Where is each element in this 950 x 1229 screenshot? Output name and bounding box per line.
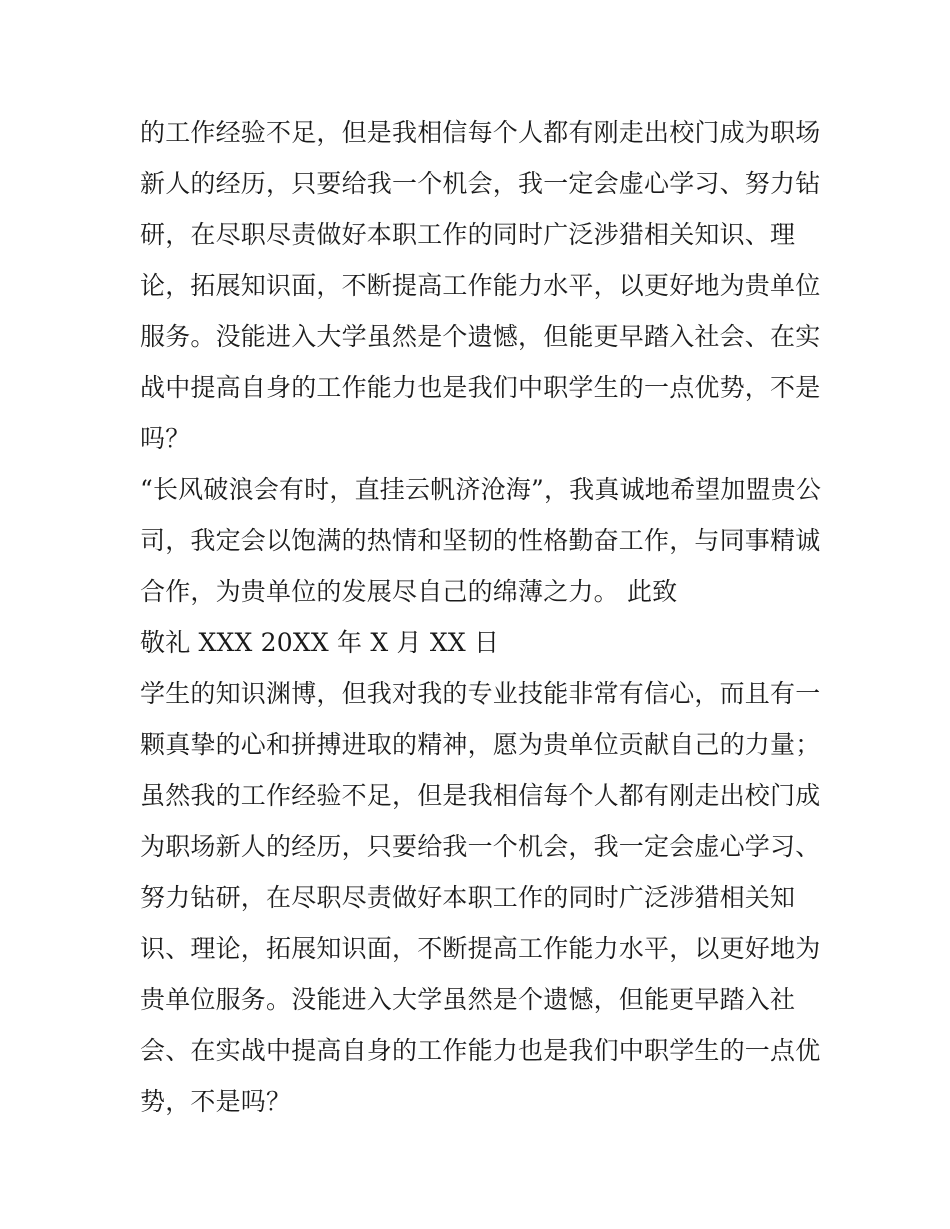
text-line: 识、理论，拓展知识面，不断提高工作能力水平，以更好地为 xyxy=(140,934,821,963)
text-line: 司，我定会以饱满的热情和坚韧的性格勤奋工作，与同事精诚 xyxy=(140,526,821,555)
text-line: 战中提高自身的工作能力也是我们中职学生的一点优势，不是 xyxy=(140,373,821,402)
text-line: 贵单位服务。没能进入大学虽然是个遗憾，但能更早踏入社 xyxy=(140,985,796,1014)
text-line: 的工作经验不足，但是我相信每个人都有刚走出校门成为职场 xyxy=(140,118,821,147)
text-line: 研，在尽职尽责做好本职工作的同时广泛涉猎相关知识、理 xyxy=(140,220,796,249)
signature-line: 敬礼 XXX 20XX 年 X 月 XX 日 xyxy=(140,628,500,657)
text-line: 新人的经历，只要给我一个机会，我一定会虚心学习、努力钻 xyxy=(140,169,821,198)
text-line: 服务。没能进入大学虽然是个遗憾，但能更早踏入社会、在实 xyxy=(140,322,821,351)
text-line: 颗真挚的心和拼搏进取的精神，愿为贵单位贡献自己的力量； xyxy=(140,730,821,759)
text-line: 会、在实战中提高自身的工作能力也是我们中职学生的一点优 xyxy=(140,1036,821,1065)
document-body xyxy=(140,110,840,1130)
text-line: 论，拓展知识面，不断提高工作能力水平，以更好地为贵单位 xyxy=(140,271,821,300)
text-line: 势，不是吗？ xyxy=(140,1087,292,1116)
quote-line: “长风破浪会有时，直挂云帆济沧海”，我真诚地希望加盟贵公 xyxy=(140,475,822,504)
text-line: 吗？ xyxy=(140,424,191,453)
text-line: 努力钻研，在尽职尽责做好本职工作的同时广泛涉猎相关知 xyxy=(140,883,796,912)
text-line: 学生的知识渊博，但我对我的专业技能非常有信心，而且有一 xyxy=(140,679,821,708)
text-line: 虽然我的工作经验不足，但是我相信每个人都有刚走出校门成 xyxy=(140,781,821,810)
closing-line: 合作，为贵单位的发展尽自己的绵薄之力。 此致 xyxy=(140,577,678,606)
text-line: 为职场新人的经历，只要给我一个机会，我一定会虚心学习、 xyxy=(140,832,821,861)
